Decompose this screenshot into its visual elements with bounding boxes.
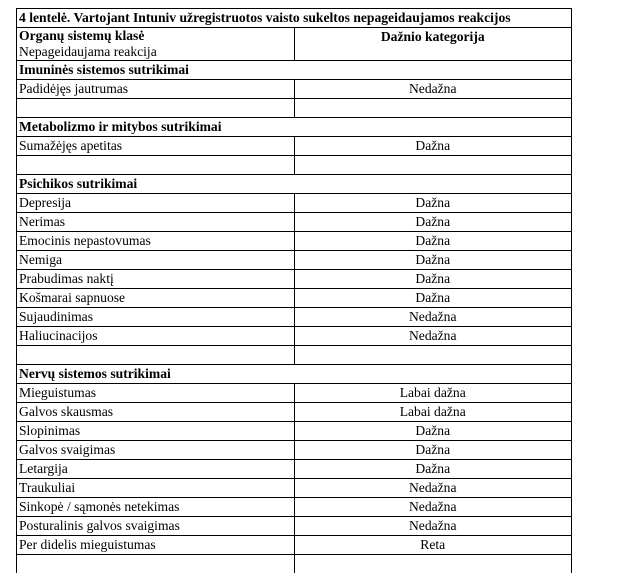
reaction-cell: Padidėjęs jautrumas <box>17 80 295 99</box>
frequency-cell: Dažna <box>294 194 572 213</box>
reaction-cell: Slopinimas <box>17 422 295 441</box>
section-title: Metabolizmo ir mitybos sutrikimai <box>17 118 572 137</box>
reaction-cell: Mieguistumas <box>17 384 295 403</box>
section-header-row <box>17 175 572 194</box>
table-row <box>17 232 572 251</box>
table-row <box>17 498 572 517</box>
frequency-cell: Nedažna <box>294 517 572 536</box>
section-header-row <box>17 365 572 384</box>
frequency-cell: Nedažna <box>294 80 572 99</box>
header-frequency-category: Dažnio kategorija <box>294 28 572 61</box>
spacer-row <box>17 346 572 365</box>
table-row <box>17 194 572 213</box>
empty-cell <box>294 555 572 573</box>
table-body <box>17 61 572 573</box>
frequency-cell: Labai dažna <box>294 384 572 403</box>
table-row <box>17 289 572 308</box>
header-organ-class-cell <box>17 28 295 61</box>
frequency-cell: Dažna <box>294 422 572 441</box>
table-row <box>17 460 572 479</box>
frequency-cell: Dažna <box>294 251 572 270</box>
spacer-row <box>17 156 572 175</box>
reaction-cell: Nerimas <box>17 213 295 232</box>
empty-cell <box>294 99 572 118</box>
empty-cell <box>17 156 295 175</box>
reaction-cell: Posturalinis galvos svaigimas <box>17 517 295 536</box>
table-row <box>17 308 572 327</box>
table-row <box>17 517 572 536</box>
reaction-cell: Haliucinacijos <box>17 327 295 346</box>
table-row <box>17 80 572 99</box>
spacer-row <box>17 99 572 118</box>
section-header-row <box>17 118 572 137</box>
table-row <box>17 422 572 441</box>
table-row <box>17 384 572 403</box>
reaction-cell: Galvos svaigimas <box>17 441 295 460</box>
reaction-cell: Sujaudinimas <box>17 308 295 327</box>
frequency-cell: Labai dažna <box>294 403 572 422</box>
empty-cell <box>17 99 295 118</box>
reaction-cell: Sinkopė / sąmonės netekimas <box>17 498 295 517</box>
frequency-cell: Nedažna <box>294 308 572 327</box>
reaction-cell: Letargija <box>17 460 295 479</box>
reaction-cell: Sumažėjęs apetitas <box>17 137 295 156</box>
empty-cell <box>17 555 295 573</box>
table-header-row <box>17 28 572 61</box>
reaction-cell: Galvos skausmas <box>17 403 295 422</box>
frequency-cell: Dažna <box>294 270 572 289</box>
table-row <box>17 137 572 156</box>
frequency-cell: Nedažna <box>294 327 572 346</box>
table-row <box>17 251 572 270</box>
reaction-cell: Depresija <box>17 194 295 213</box>
reaction-cell: Nemiga <box>17 251 295 270</box>
table-row <box>17 403 572 422</box>
table-row <box>17 479 572 498</box>
table-row <box>17 536 572 555</box>
frequency-cell: Reta <box>294 536 572 555</box>
frequency-cell: Dažna <box>294 460 572 479</box>
reaction-cell: Per didelis mieguistumas <box>17 536 295 555</box>
adverse-reactions-table <box>16 8 572 573</box>
table-caption-row <box>17 9 572 28</box>
table-row <box>17 213 572 232</box>
table-row <box>17 441 572 460</box>
frequency-cell: Nedažna <box>294 498 572 517</box>
frequency-cell: Dažna <box>294 232 572 251</box>
frequency-cell: Dažna <box>294 289 572 308</box>
empty-cell <box>17 346 295 365</box>
frequency-cell: Nedažna <box>294 479 572 498</box>
table-caption: 4 lentelė. Vartojant Intuniv užregistruotos vaisto sukeltos nepageidaujamos reakcijos <box>17 9 572 28</box>
header-adverse-reaction: Nepageidaujama reakcija <box>19 44 292 60</box>
empty-cell <box>294 346 572 365</box>
table-row <box>17 270 572 289</box>
section-title: Nervų sistemos sutrikimai <box>17 365 572 384</box>
spacer-row <box>17 555 572 573</box>
empty-cell <box>294 156 572 175</box>
frequency-cell: Dažna <box>294 137 572 156</box>
frequency-cell: Dažna <box>294 213 572 232</box>
reaction-cell: Emocinis nepastovumas <box>17 232 295 251</box>
reaction-cell: Traukuliai <box>17 479 295 498</box>
header-organ-class: Organų sistemų klasė <box>19 28 292 44</box>
section-title: Imuninės sistemos sutrikimai <box>17 61 572 80</box>
section-header-row <box>17 61 572 80</box>
section-title: Psichikos sutrikimai <box>17 175 572 194</box>
table-row <box>17 327 572 346</box>
frequency-cell: Dažna <box>294 441 572 460</box>
reaction-cell: Košmarai sapnuose <box>17 289 295 308</box>
reaction-cell: Prabudimas naktį <box>17 270 295 289</box>
